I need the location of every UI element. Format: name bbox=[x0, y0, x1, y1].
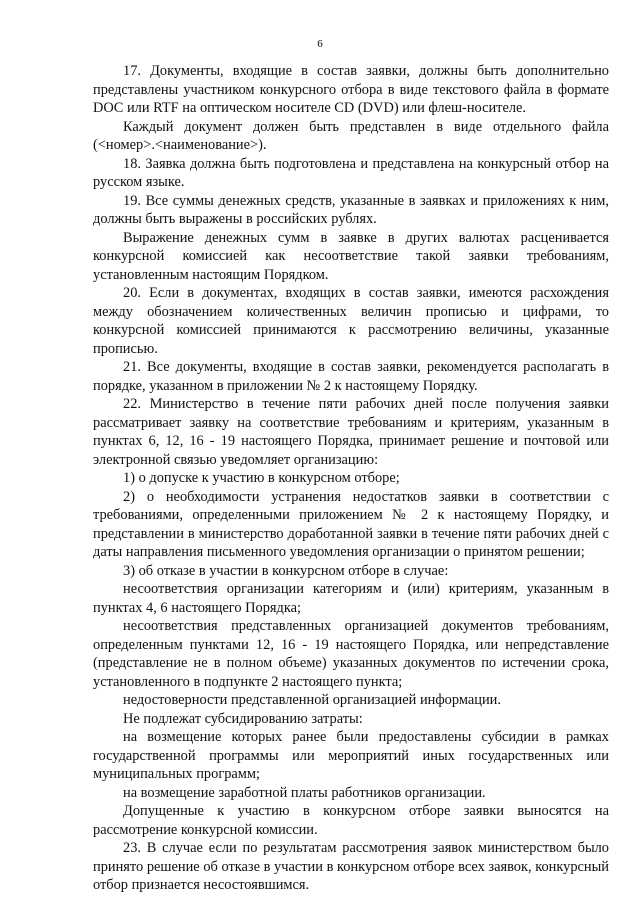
paragraph-17: 17. Документы, входящие в состав заявки, должны быть дополнительно представлены участником конкурсного отбора в виде текстового файла в формате DOC или RTF на оптическом носителе CD (DVD) или флеш-носителе. bbox=[93, 63, 609, 116]
paragraph-19: 19. Все суммы денежных средств, указанные в заявках и приложениях к ним, должны быть выражены в российских рублях. bbox=[93, 192, 609, 227]
paragraph-non-subsidized-1: на возмещение которых ранее были предоставлены субсидии в рамках государственной программы или мероприятий иных государственных или муниципальных программ; bbox=[93, 729, 609, 782]
paragraph-20: 20. Если в документах, входящих в состав заявки, имеются расхождения между обозначением количественных величин прописью и цифрами, то конкурсной комиссией принимаются к рассмотрению величины, указанные прописью. bbox=[93, 285, 609, 357]
paragraph-21: 21. Все документы, входящие в состав заявки, рекомендуется располагать в порядке, указанном в приложении № 2 к настоящему Порядку. bbox=[93, 359, 609, 394]
paragraph-22-item-1: 1) о допуске к участию в конкурсном отборе; bbox=[123, 470, 400, 486]
paragraph-refusal-reason-1: несоответствия организации категориям и (или) критериям, указанным в пунктах 4, 6 настоящего Порядка; bbox=[93, 581, 609, 616]
paragraph-file-format: Каждый документ должен быть представлен в виде отдельного файла (<номер>.<наименование>). bbox=[93, 118, 609, 153]
page-number: 6 bbox=[317, 38, 323, 50]
paragraph-18: 18. Заявка должна быть подготовлена и представлена на конкурсный отбор на русском языке. bbox=[93, 155, 609, 190]
paragraph-non-subsidized-2: на возмещение заработной платы работников организации. bbox=[123, 784, 486, 801]
document-body bbox=[93, 62, 609, 895]
paragraph-refusal-reason-2: несоответствия представленных организацией документов требованиям, определенным пунктами 12, 16 - 19 настоящего Порядка, или непредставление (представление не в полном объеме) указанных документов по истечении срока, установленного в подпункте 2 настоящего пункта; bbox=[93, 618, 609, 690]
paragraph-22-item-3: 3) об отказе в участии в конкурсном отборе в случае: bbox=[123, 562, 449, 579]
paragraph-currency: Выражение денежных сумм в заявке в других валютах расценивается конкурсной комиссией как несоответствие такой заявки требованиям, установленным настоящим Порядком. bbox=[93, 229, 609, 283]
paragraph-23: 23. В случае если по результатам рассмотрения заявок министерством было принято решение об отказе в участии в конкурсном отборе всех заявок, конкурсный отбор признается несостоявшимся. bbox=[93, 840, 609, 893]
paragraph-refusal-reason-3: недостоверности представленной организацией информации. bbox=[123, 692, 501, 708]
paragraph-22-item-2: 2) о необходимости устранения недостатков заявки в соответствии с требованиями, определенными приложением № 2 к настоящему Порядку, и представлении в министерство доработанной заявки в течение пяти рабочих дней с даты направления письменного уведомления организации о принятом решении; bbox=[93, 488, 609, 560]
paragraph-22: 22. Министерство в течение пяти рабочих дней после получения заявки рассматривает заявку на соответствие требованиям и критериям, указанным в пунктах 6, 12, 16 - 19 настоящего Порядка, принимает решение и почтовой или электронной связью уведомляет организацию: bbox=[93, 396, 609, 468]
paragraph-admitted: Допущенные к участию в конкурсном отборе заявки выносятся на рассмотрение конкурсной комиссии. bbox=[93, 803, 609, 838]
paragraph-non-subsidized: Не подлежат субсидированию затраты: bbox=[123, 710, 363, 727]
